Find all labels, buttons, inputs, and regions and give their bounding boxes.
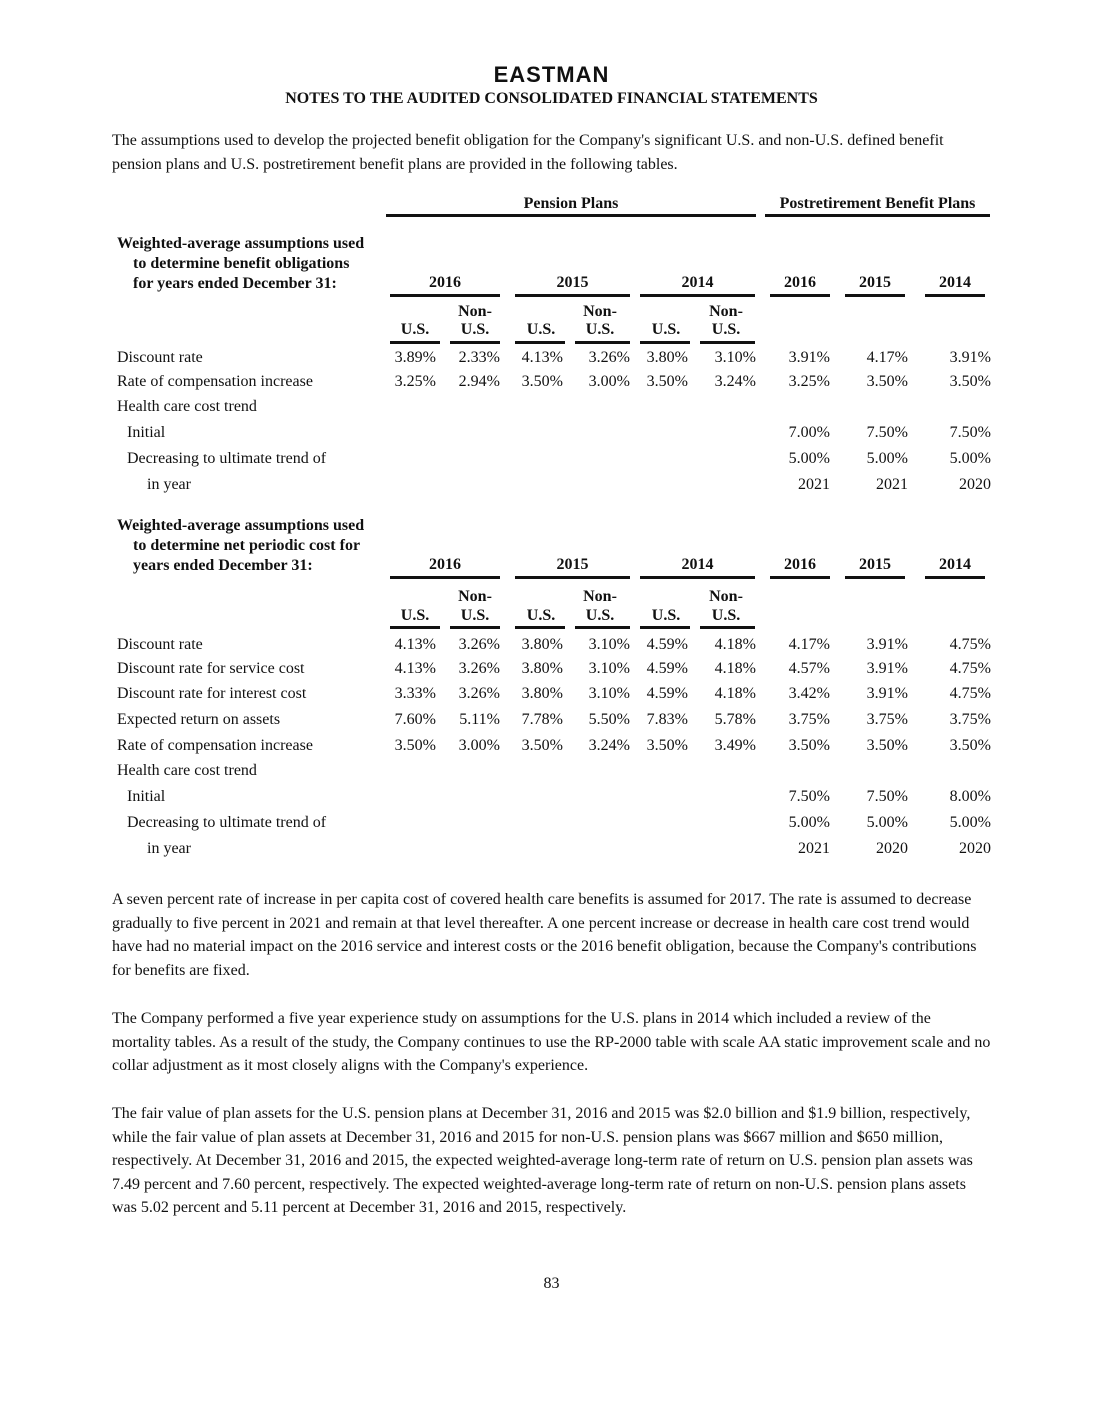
company-logo: EASTMAN [493,62,610,87]
table-cell: 3.26% [588,349,630,366]
table2-heading-line: Weighted-average assumptions used [117,517,365,534]
plan-assets-paragraph: The fair value of plan assets for the U.S. pension plans at December 31, 2016 and 2015 was $2.0 billion and $1.9 billion, respectively, while the fair value of plan assets at December 31, 2016 and 2015 for non-U.S. pension plans was $667 million and $650 million, respectively. At December 31, 2016 and 2015, the expected weighted-average long-term rate of return on U.S. pension plan assets was 7.49 percent and 7.60 percent, respectively. The expected weighted-average long-term rate of return on non-U.S. pension plans assets was 5.02 percent and 5.11 percent at December 31, 2016 and 2015, respectively. [112,1105,973,1216]
table-row-label: Expected return on assets [117,711,281,728]
page-number: 83 [543,1275,560,1292]
table-row-label: Decreasing to ultimate trend of [127,814,327,831]
table2-col-non: Non- [458,588,492,605]
table-cell: 4.17% [788,636,830,653]
table1-col-rule [640,341,690,344]
table1-year-pension-2016: 2016 [429,274,461,291]
table-cell: 3.91% [866,685,908,702]
table2-year-pension-2016: 2016 [429,556,461,573]
table1-year-post-2015: 2015 [859,274,891,291]
table2-year-post-2015: 2015 [859,556,891,573]
table1-col-non: Non- [458,303,492,320]
table1-col-non: Non- [583,303,617,320]
table-cell: 2.33% [458,349,500,366]
table2-col-us: U.S. [651,607,681,624]
table2-year-rule [845,576,905,579]
table-cell: 3.91% [788,349,830,366]
table-cell: 3.50% [521,373,563,390]
table1-year-rule [925,294,985,297]
table-row-label: Initial [127,788,166,805]
pension-plans-header: Pension Plans [523,195,619,212]
table-cell: 3.10% [588,660,630,677]
table-cell: 3.89% [394,349,436,366]
table-cell: 2020 [959,840,991,857]
table-cell: 3.42% [788,685,830,702]
table-cell: 7.50% [866,788,908,805]
table2-heading [117,516,364,576]
table2-col-non: Non- [583,588,617,605]
table-cell: 3.24% [714,373,756,390]
table-cell: 4.13% [394,660,436,677]
table-cell: 3.26% [458,685,500,702]
table2-year-rule [925,576,985,579]
table1-col-us: U.S. [400,321,430,338]
table-cell: 4.18% [714,685,756,702]
table-row-label: Decreasing to ultimate trend of [127,450,327,467]
table-cell: 2020 [959,476,991,493]
table2-col-rule [390,626,440,629]
table-cell: 3.80% [521,685,563,702]
table-cell: 5.11% [459,711,500,728]
table-cell: 4.59% [646,660,688,677]
table-cell: 5.00% [866,814,908,831]
table1-year-rule [515,294,630,297]
table-cell: 3.26% [458,636,500,653]
table-cell: 3.75% [949,711,991,728]
page-subtitle: NOTES TO THE AUDITED CONSOLIDATED FINANCIAL STATEMENTS [285,90,818,107]
table2-year-rule [770,576,830,579]
table1-col-non: Non- [709,303,743,320]
table-cell: 3.50% [521,737,563,754]
table-cell: 3.49% [714,737,756,754]
table-cell: 5.00% [949,814,991,831]
table-cell: 3.50% [788,737,830,754]
table-cell: 2020 [876,840,908,857]
table2-year-post-2016: 2016 [784,556,816,573]
table-cell: 5.00% [866,450,908,467]
table-row-label: Rate of compensation increase [117,737,313,754]
table-cell: 4.75% [949,636,991,653]
table-cell: 3.50% [949,373,991,390]
table-cell: 2.94% [458,373,500,390]
table-cell: 3.91% [866,660,908,677]
intro-paragraph: The assumptions used to develop the projected benefit obligation for the Company's significant U.S. and non-U.S. defined benefit pension plans and U.S. postretirement benefit plans are provided in the following tables. [112,132,944,173]
table-cell: 3.50% [866,373,908,390]
table-cell: 3.50% [646,737,688,754]
table1-year-pension-2015: 2015 [556,274,589,291]
table-cell: 3.26% [458,660,500,677]
table-cell: 7.60% [394,711,436,728]
table-row-label: in year [147,840,191,857]
table2-year-pension-2015: 2015 [556,556,589,573]
table1-col-rule [515,341,565,344]
table-cell: 3.10% [588,685,630,702]
table-row-label: Discount rate [117,349,203,366]
table-cell: 8.00% [949,788,991,805]
table-cell: 7.50% [788,788,830,805]
table-row-label: Rate of compensation increase [117,373,313,390]
table-cell: 7.78% [521,711,563,728]
table2-col-us: U.S. [526,607,556,624]
table1-col-rule [390,341,440,344]
table1-heading-line: to determine benefit obligations [133,255,350,272]
table-cell: 7.50% [949,424,991,441]
postretirement-plans-header: Postretirement Benefit Plans [779,195,976,212]
table2-col-rule [640,626,690,629]
table-cell: 4.13% [394,636,436,653]
table-cell: 2021 [876,476,908,493]
table-cell: 5.00% [788,814,830,831]
table-row-label: Discount rate for service cost [117,660,305,677]
table1-col-rule [575,341,630,344]
table-cell: 3.80% [521,636,563,653]
table-row-label: in year [147,476,191,493]
table-cell: 3.10% [588,636,630,653]
table-cell: 5.00% [949,450,991,467]
table1-year-rule [390,294,500,297]
table2-year-pension-2014: 2014 [681,556,714,573]
table2-year-rule [515,576,630,579]
table-cell: 3.10% [714,349,756,366]
table-cell: 7.50% [866,424,908,441]
table2-year-post-2014: 2014 [939,556,971,573]
table2-col-non-us: U.S. [585,607,615,624]
table-cell: 3.50% [394,737,436,754]
table1-col-rule [450,341,500,344]
table2-col-rule [575,626,630,629]
table-row-label: Discount rate for interest cost [117,685,307,702]
table1-col-non-us: U.S. [460,321,490,338]
table1-heading-line: for years ended December 31: [133,275,337,292]
table2-col-non: Non- [709,588,743,605]
table1-year-post-2014: 2014 [939,274,971,291]
table-cell: 3.80% [521,660,563,677]
health-care-trend-paragraph: A seven percent rate of increase in per capita cost of covered health care benefits is assumed for 2017. The rate is assumed to decrease gradually to five percent in 2021 and remain at that level thereafter. A one percent increase or decrease in health care cost trend would have had no material impact on the 2016 service and interest costs or the 2016 benefit obligation, because the Company's contributions for benefits are fixed. [112,891,977,979]
table1-year-rule [640,294,755,297]
table-cell: 4.75% [949,660,991,677]
table1-year-post-2016: 2016 [784,274,816,291]
table-cell: 3.00% [458,737,500,754]
table-cell: 4.57% [788,660,830,677]
table-cell: 3.75% [866,711,908,728]
table-cell: 3.33% [394,685,436,702]
table1-year-rule [770,294,830,297]
table2-col-rule [515,626,565,629]
table-cell: 5.00% [788,450,830,467]
table-cell: 4.13% [521,349,563,366]
table-cell: 3.50% [646,373,688,390]
table-cell: 5.78% [714,711,756,728]
table-cell: 3.91% [866,636,908,653]
table2-col-rule [450,626,500,629]
table2-col-rule [700,626,755,629]
table1-col-us: U.S. [526,321,556,338]
experience-study-paragraph: The Company performed a five year experience study on assumptions for the U.S. plans in 2014 which included a review of the mortality tables. As a result of the study, the Company continues to use the RP-2000 table with scale AA static improvement scale and no collar adjustment as it most closely aligns with the Company's experience. [112,1010,991,1074]
table-cell: 3.91% [949,349,991,366]
table-cell: 4.18% [714,636,756,653]
table-cell: 3.24% [588,737,630,754]
table-cell: 7.83% [646,711,688,728]
table-cell: 2021 [798,476,830,493]
table-cell: 4.59% [646,636,688,653]
table-cell: 3.00% [588,373,630,390]
table-row-label: Health care cost trend [117,762,257,779]
table1-year-rule [845,294,905,297]
table-row-label: Initial [127,424,166,441]
table-cell: 3.25% [394,373,436,390]
table-cell: 3.50% [949,737,991,754]
postretirement-plans-rule [765,214,990,217]
table-cell: 2021 [798,840,830,857]
table2-col-non-us: U.S. [460,607,490,624]
table2-heading-line: to determine net periodic cost for [133,537,361,554]
table-cell: 4.17% [866,349,908,366]
table2-year-rule [390,576,500,579]
table-cell: 3.75% [788,711,830,728]
table1-col-non-us: U.S. [585,321,615,338]
table-cell: 3.25% [788,373,830,390]
table-row-label: Health care cost trend [117,398,257,415]
table-cell: 7.00% [788,424,830,441]
table1-heading [117,234,364,294]
table-cell: 4.18% [714,660,756,677]
table2-year-rule [640,576,755,579]
table1-year-pension-2014: 2014 [681,274,714,291]
table-cell: 4.75% [949,685,991,702]
table2-col-us: U.S. [400,607,430,624]
table-cell: 3.50% [866,737,908,754]
table1-col-us: U.S. [651,321,681,338]
table-cell: 5.50% [588,711,630,728]
table2-col-non-us: U.S. [711,607,741,624]
pension-plans-rule [386,214,756,217]
table-cell: 4.59% [646,685,688,702]
table1-col-rule [700,341,755,344]
table-cell: 3.80% [646,349,688,366]
table1-col-non-us: U.S. [711,321,741,338]
table-row-label: Discount rate [117,636,203,653]
table2-heading-line: years ended December 31: [133,557,313,574]
table1-heading-line: Weighted-average assumptions used [117,235,365,252]
